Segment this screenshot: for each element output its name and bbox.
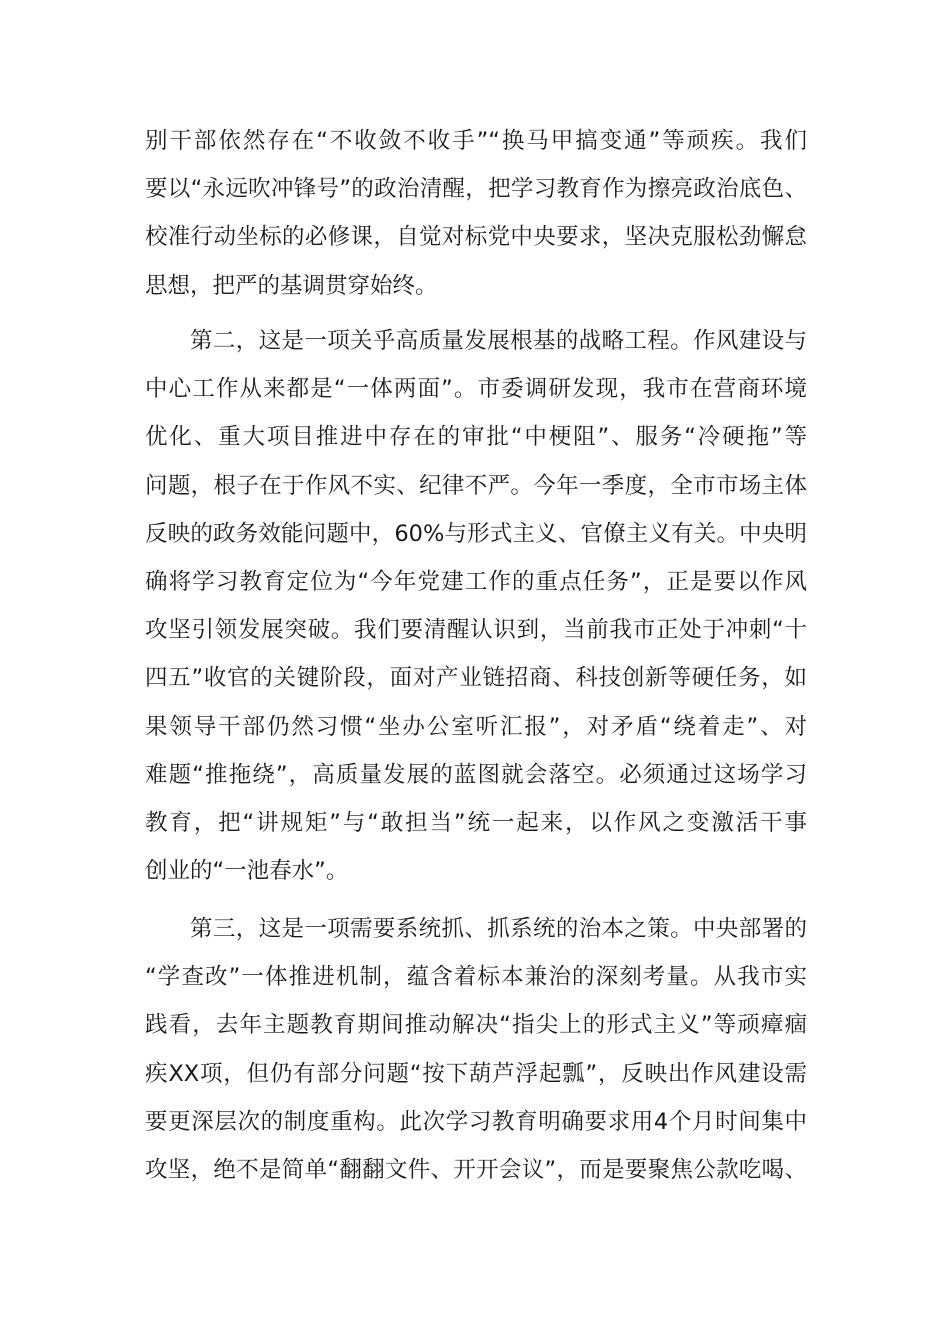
text-line: 问题，根子在于作风不实、纪律不严。今年一季度，全市市场主体 — [145, 472, 807, 499]
text-line: 创业的“一池春水”。 — [145, 858, 349, 885]
text-line: 攻坚引领发展突破。我们要清醒认识到，当前我市正处于冲刺“十 — [145, 617, 807, 644]
text-line: 攻坚，绝不是简单“翻翻文件、开开会议”，而是要聚焦公款吃喝、 — [145, 1157, 807, 1183]
text-line: 难题“推拖绕”，高质量发展的蓝图就会落空。必须通过这场学习 — [145, 761, 807, 788]
text-line: 思想，把严的基调贯穿始终。 — [145, 272, 438, 299]
text-line: 要以“永远吹冲锋号”的政治清醒，把学习教育作为擦亮政治底色、 — [145, 176, 807, 203]
text-line: 确将学习教育定位为“今年党建工作的重点任务”，正是要以作风 — [145, 569, 807, 595]
text-line: 四五”收官的关键阶段，面对产业链招商、科技创新等硬任务，如 — [145, 665, 807, 692]
text-line: 第二，这是一项关乎高质量发展根基的战略工程。作风建设与 — [190, 328, 807, 354]
text-line: 践看，去年主题教育期间推动解决“指尖上的形式主义”等顽瘴痼 — [145, 1012, 807, 1039]
text-line: 疾XX项，但仍有部分问题“按下葫芦浮起瓢”，反映出作风建设需 — [145, 1060, 807, 1087]
text-line: 第三，这是一项需要系统抓、抓系统的治本之策。中央部署的 — [190, 916, 807, 942]
text-line: 别干部依然存在“不收敛不收手”“换马甲搞变通”等顽疾。我们 — [145, 128, 807, 154]
text-line: 要更深层次的制度重构。此次学习教育明确要求用4个月时间集中 — [145, 1108, 807, 1135]
text-line: 校准行动坐标的必修课，自觉对标党中央要求，坚决克服松劲懈怠 — [145, 224, 807, 251]
text-line: 反映的政务效能问题中，60%与形式主义、官僚主义有关。中央明 — [145, 520, 807, 547]
text-line: 中心工作从来都是“一体两面”。市委调研发现，我市在营商环境 — [145, 376, 807, 403]
text-line: “学查改”一体推进机制，蕴含着标本兼治的深刻考量。从我市实 — [145, 964, 807, 991]
text-line: 教育，把“讲规矩”与“敢担当”统一起来，以作风之变激活干事 — [145, 810, 807, 836]
text-line: 优化、重大项目推进中存在的审批“中梗阻”、服务“冷硬拖”等 — [145, 424, 807, 451]
text-line: 果领导干部仍然习惯“坐办公室听汇报”，对矛盾“绕着走”、对 — [145, 713, 807, 740]
